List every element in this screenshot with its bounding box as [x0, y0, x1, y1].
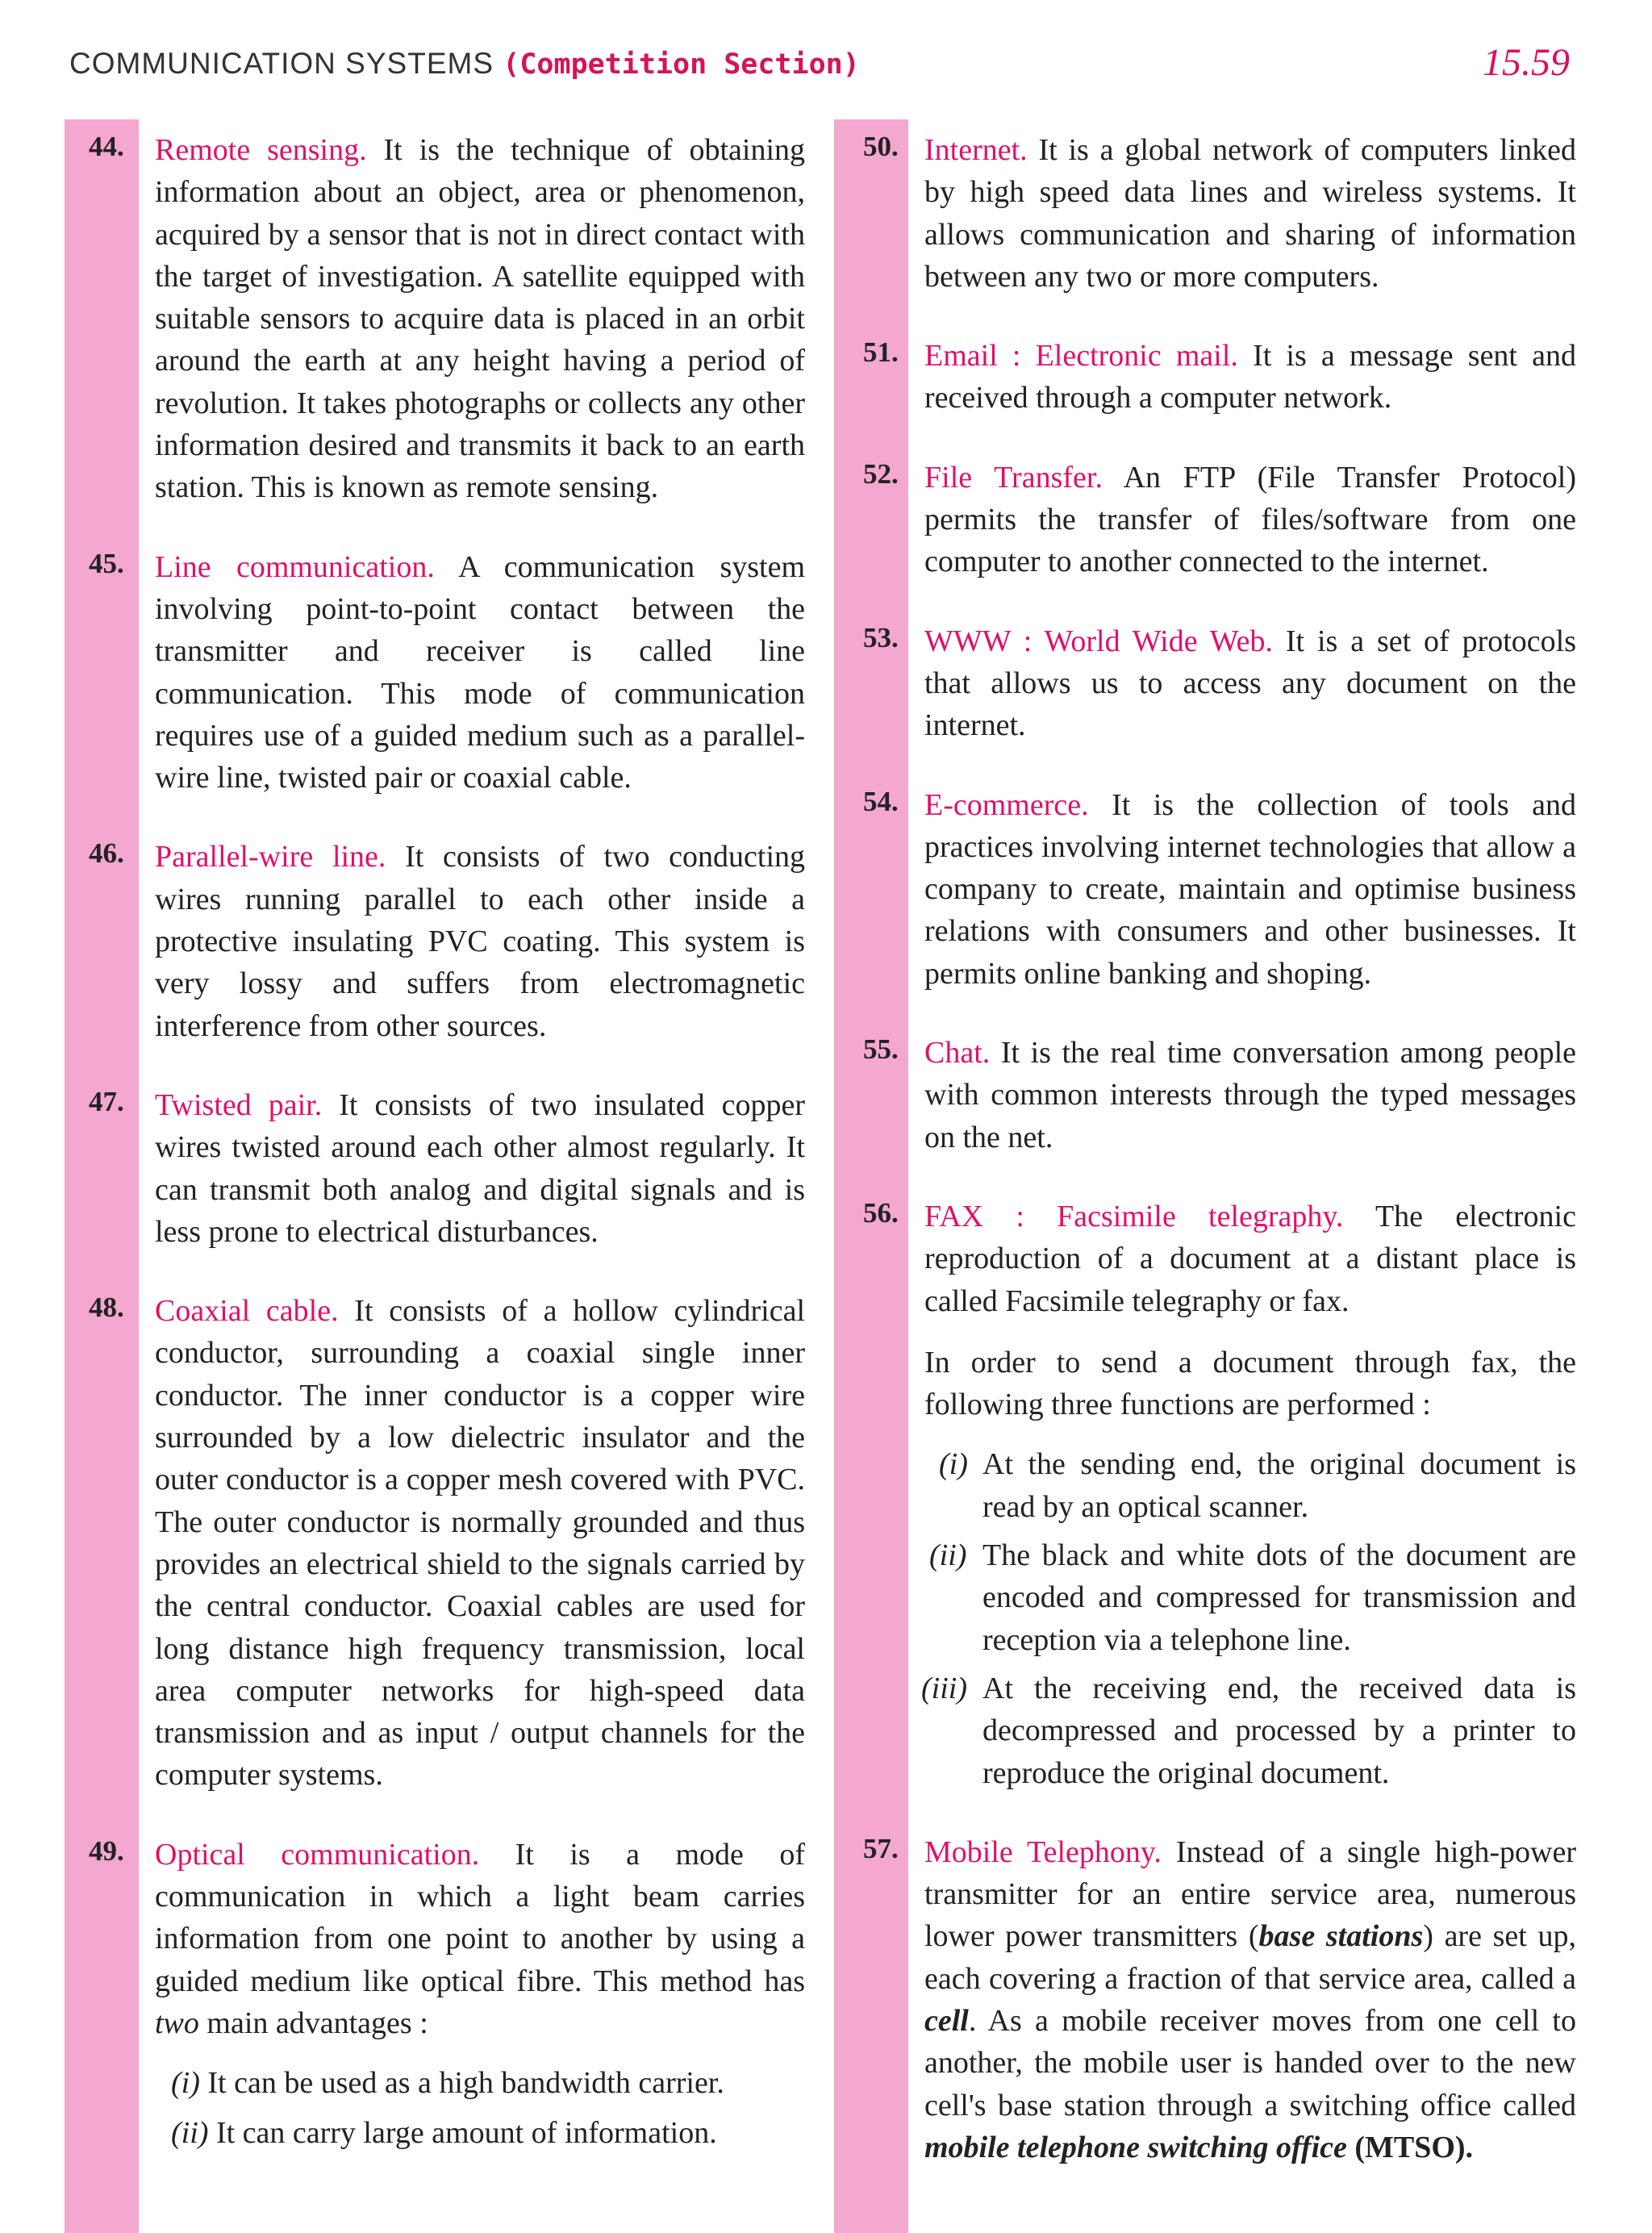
entry-number: 47.	[89, 1085, 124, 1117]
entry-46	[65, 836, 805, 1046]
entry-52	[834, 457, 1576, 583]
sub-point-text: At the sending end, the original document is read by an optical scanner.	[982, 1447, 1576, 1524]
entry-number: 54.	[863, 785, 899, 817]
entry-number: 49.	[89, 1834, 124, 1867]
entry-49	[65, 1834, 805, 2155]
sub-point-roman: (i)	[171, 2066, 200, 2101]
entry-text	[155, 1290, 805, 1797]
running-head	[69, 47, 860, 81]
entry-term: WWW : World Wide Web.	[924, 624, 1273, 658]
entry-body: It is the collection of tools and practices involving internet technologies that allow a company to create, maintain and optimise business relations with consumers and other businesses. It permits online banking and shoping.	[924, 787, 1577, 991]
entry-body-end: main advantages :	[206, 2006, 428, 2040]
section-label: (Competition Section)	[503, 48, 860, 81]
entry-text	[924, 620, 1576, 747]
entry-body: It consists of a hollow cylindrical conductor, surrounding a coaxial single inner conductor. The inner conductor is a copper wire surrounded by a low dielectric insulator and the outer conductor is a copper mesh covered with PVC. The outer conductor is normally grounded and thus provides an electrical shield to the signals carried by the central conductor. Coaxial cables are used for long distance high frequency transmission, local area computer networks for high-speed data transmission and as input / output channels for the computer systems.	[155, 1294, 805, 1793]
entry-term: Coaxial cable.	[155, 1294, 339, 1329]
entry-body: The electronic reproduction of a document at a distant place is called Facsimile telegraphy or fax.	[924, 1199, 1576, 1318]
entry-53	[834, 620, 1576, 747]
entry-text	[155, 546, 805, 799]
entry-47	[65, 1084, 805, 1253]
entry-number: 44.	[89, 131, 124, 162]
entry-50	[834, 129, 1576, 298]
entry-text	[155, 836, 805, 1046]
entry-body: . As a mobile receiver moves from one cell to another, the mobile user is handed over to the new cell's base station through a switching office called	[924, 2003, 1576, 2122]
page-number: 15.59	[1483, 41, 1570, 84]
entry-emphasis: cell	[924, 2003, 969, 2038]
entry-number: 46.	[89, 837, 124, 870]
entry-body: Instead of a single high-power transmitter for an entire service area, numerous lower power transmitters (	[924, 1834, 1577, 1954]
entry-term: Internet.	[924, 133, 1028, 167]
entry-term: Email : Electronic mail.	[924, 339, 1238, 374]
sub-point	[155, 2062, 805, 2104]
entry-number: 48.	[89, 1292, 124, 1324]
right-column	[834, 129, 1576, 2206]
entry-text	[155, 1084, 805, 1253]
entry-body: It is a message sent and received through a computer network.	[924, 339, 1576, 415]
sub-point-roman-text: (ii)	[929, 1538, 967, 1573]
entry-text	[155, 1834, 805, 2044]
entry-57	[834, 1831, 1576, 2168]
entry-number: 45.	[89, 547, 124, 579]
entry-55	[834, 1032, 1576, 1158]
entry-number: 56.	[863, 1196, 899, 1229]
entry-body: It consists of two insulated copper wires twisted around each other almost regularly. It can transmit both analog and digital signals and is less prone to electrical disturbances.	[155, 1087, 805, 1249]
entry-text	[924, 335, 1576, 419]
page-header	[69, 42, 1570, 98]
sub-point-text	[171, 2066, 724, 2100]
entry-51	[834, 335, 1576, 419]
entry-term: Mobile Telephony.	[924, 1834, 1162, 1869]
entry-number: 50.	[863, 131, 899, 162]
entry-56	[834, 1196, 1576, 1794]
entry-emphasis: mobile telephone switching office	[924, 2130, 1347, 2164]
entry-term: Twisted pair.	[155, 1087, 323, 1122]
entry-body: It is the technique of obtaining information about an object, area or phenomenon, acquired by a sensor that is not in direct contact with the target of investigation. A satellite equipped with suitable sensors to acquire data is placed in an orbit around the earth at any height having a period of revolution. It takes photographs or collects any other information desired and transmits it back to an earth station. This is known as remote sensing.	[155, 133, 805, 505]
entry-number: 53.	[863, 621, 899, 653]
entry-term: Parallel-wire line.	[155, 840, 386, 874]
entry-term: Optical communication.	[155, 1837, 480, 1872]
sub-point-body: It can be used as a high bandwidth carrier.	[207, 2066, 724, 2101]
entry-term: E-commerce.	[924, 787, 1089, 822]
sub-point-text: At the receiving end, the received data is decompressed and processed by a printer to reproduce the original document.	[982, 1671, 1576, 1790]
entry-44	[65, 129, 805, 509]
entry-body: It is a set of protocols that allows us to access any document on the internet.	[924, 624, 1577, 743]
entry-54	[834, 784, 1576, 995]
entry-48	[65, 1290, 805, 1797]
sub-point-body: It can carry large amount of information.	[215, 2116, 717, 2151]
sub-point-roman	[921, 1667, 967, 1709]
entry-body: An FTP (File Transfer Protocol) permits the transfer of files/software from one computer to another connected to the internet.	[924, 460, 1576, 579]
entry-number: 51.	[863, 336, 899, 369]
entry-body: It is a mode of communication in which a light beam carries information from one point to another by using a guided medium like optical fibre. This method has	[155, 1837, 806, 1998]
entry-term: File Transfer.	[924, 460, 1103, 495]
sub-point-text: The black and white dots of the document are encoded and compressed for transmission and reception via a telephone line.	[982, 1538, 1576, 1657]
entry-emphasis: base stations	[1258, 1919, 1424, 1954]
entry-abbreviation: (MTSO).	[1354, 2130, 1474, 2164]
entry-term: Line communication.	[155, 549, 435, 584]
entry-term: Remote sensing.	[155, 133, 367, 167]
sub-point-roman	[939, 1443, 968, 1485]
chapter-title: COMMUNICATION SYSTEMS	[69, 47, 494, 80]
sub-point	[155, 2112, 805, 2154]
sub-point-roman-text: (iii)	[921, 1671, 967, 1705]
entry-number: 55.	[863, 1033, 899, 1066]
sub-point-roman	[929, 1534, 966, 1576]
entry-term: FAX : Facsimile telegraphy.	[924, 1199, 1344, 1233]
entry-text	[924, 1032, 1576, 1158]
entry-body: It is the real time conversation among people with common interests through the typed messages on the net.	[924, 1036, 1576, 1154]
entry-text	[924, 1196, 1576, 1322]
entry-body: A communication system involving point-to-point contact between the transmitter and receiver is called line communication. This mode of communication requires use of a guided medium such as a parallel-wire line, twisted pair or coaxial cable.	[155, 549, 806, 795]
entry-text	[155, 129, 805, 509]
entry-text	[924, 1831, 1576, 2168]
entry-body: It is a global network of computers linked by high speed data lines and wireless systems. It allows communication and sharing of information between any two or more computers.	[924, 133, 1576, 294]
entry-text	[924, 129, 1576, 298]
sub-point	[924, 1443, 1576, 1528]
sub-point	[924, 1534, 1576, 1661]
entry-body: It consists of two conducting wires running parallel to each other inside a protective insulating PVC coating. This system is very lossy and suffers from electromagnetic interference from other sources.	[155, 840, 805, 1043]
entry-number: 57.	[863, 1832, 899, 1864]
left-column	[65, 129, 805, 2192]
sub-point	[921, 1667, 1576, 1794]
entry-number: 52.	[863, 457, 899, 490]
entry-note: In order to send a document through fax, the following three functions are performed :	[924, 1345, 1576, 1422]
sub-point-roman: (ii)	[171, 2116, 209, 2151]
sub-point-roman-text: (i)	[939, 1447, 968, 1482]
sub-point-text	[171, 2116, 717, 2150]
entry-text	[924, 784, 1576, 995]
entry-body: ) are set up, each covering a fraction of that service area, called a	[924, 1919, 1576, 1996]
entry-term: Chat.	[924, 1036, 991, 1071]
entry-emphasis: two	[155, 2006, 199, 2040]
entry-text	[924, 457, 1576, 583]
entry-45	[65, 546, 805, 799]
